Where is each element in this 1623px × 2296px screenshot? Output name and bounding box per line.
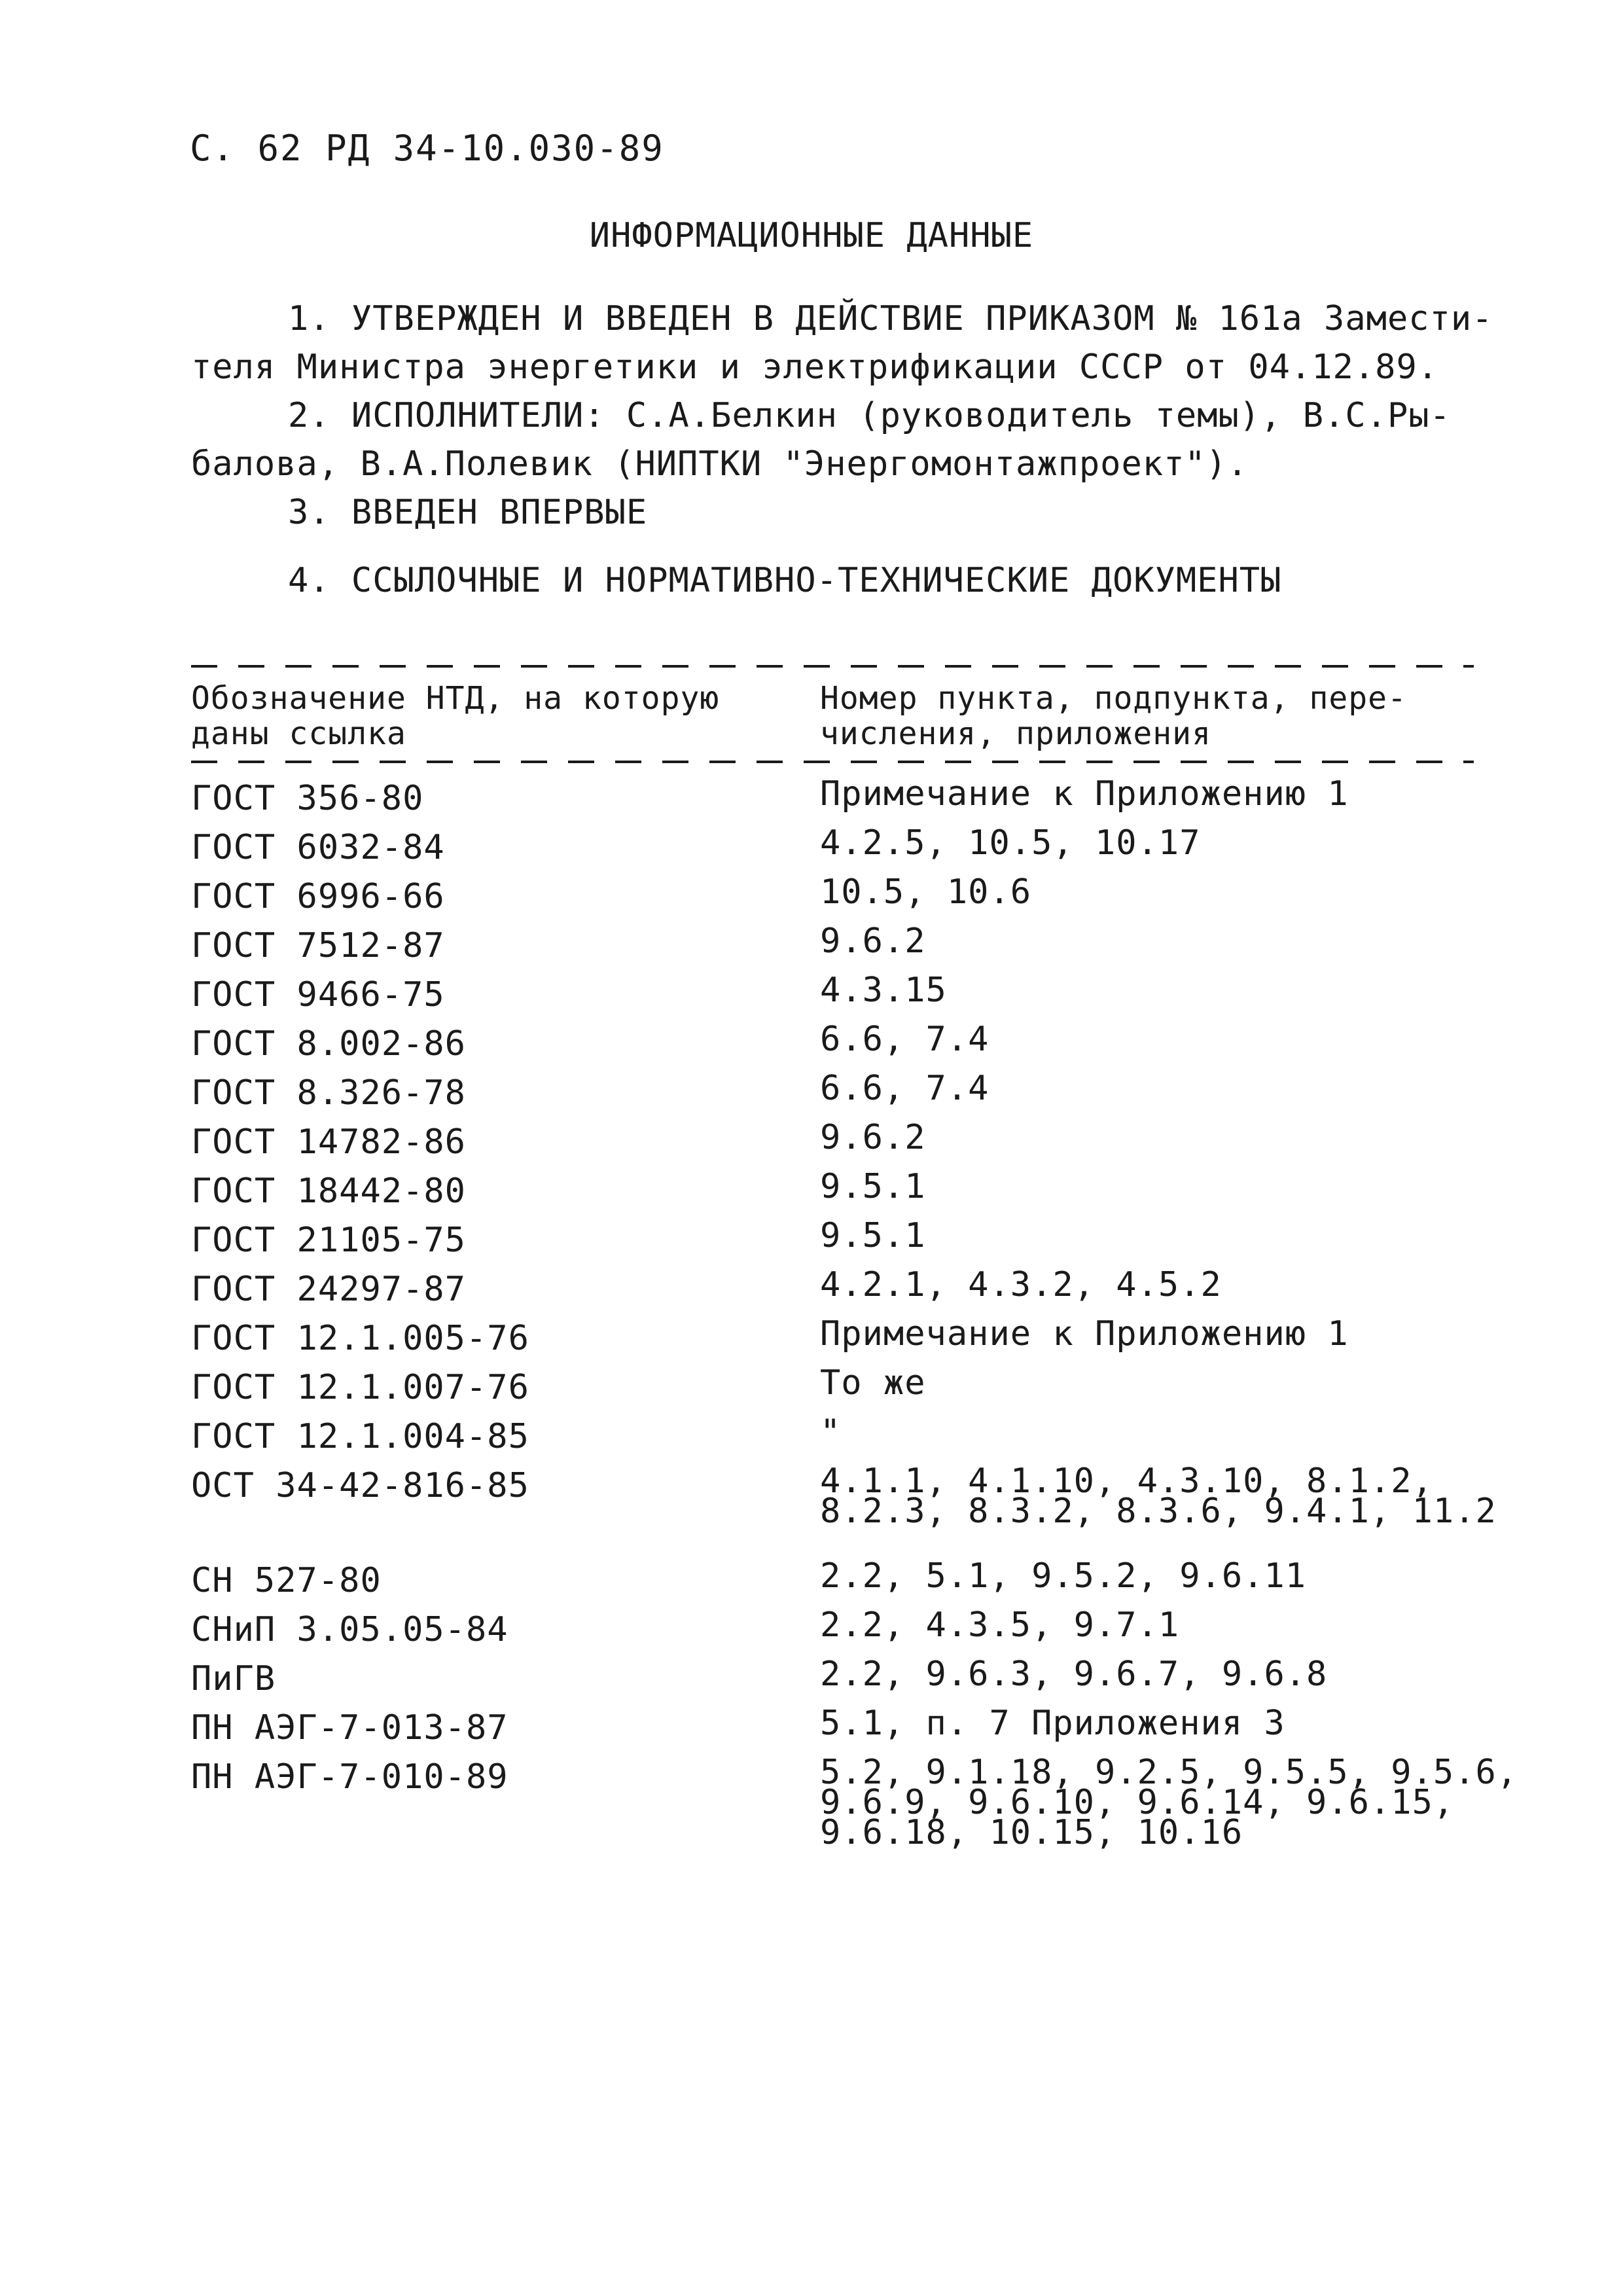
reference-clauses: То же (820, 1363, 926, 1403)
paragraph-1-line-2: теля Министра энергетики и электрификации СССР от 04.12.89. (191, 348, 1439, 387)
reference-clauses: Примечание к Приложению 1 (820, 774, 1349, 814)
table-header-divider (191, 761, 1474, 763)
reference-clauses: 9.6.2 (820, 1118, 926, 1157)
document-designation: ПН АЭГ-7-013-87 (191, 1708, 508, 1748)
page-header: С. 62 РД 34-10.030-89 (190, 128, 664, 169)
document-designation: ПН АЭГ-7-010-89 (191, 1757, 508, 1797)
reference-clauses: 4.2.1, 4.3.2, 4.5.2 (820, 1265, 1222, 1304)
document-designation: ГОСТ 9466-75 (191, 975, 445, 1014)
document-designation: ГОСТ 18442-80 (191, 1172, 466, 1211)
reference-clauses: 9.6.2 (820, 922, 926, 961)
document-designation: ГОСТ 6996-66 (191, 877, 445, 916)
document-designation: СН 527-80 (191, 1561, 382, 1600)
document-designation: ГОСТ 12.1.005-76 (191, 1319, 529, 1358)
paragraph-2-line-2: балова, В.А.Полевик (НИПТКИ "Энергомонтажпроект"). (191, 444, 1249, 484)
reference-clauses: 4.2.5, 10.5, 10.17 (820, 823, 1201, 863)
document-designation: ПиГВ (191, 1659, 276, 1698)
column-header-reference: Номер пункта, подпункта, пере- числения, приложения (820, 680, 1407, 752)
reference-clauses: 9.5.1 (820, 1167, 926, 1206)
reference-clauses: 4.3.15 (820, 971, 947, 1010)
document-designation: ГОСТ 12.1.007-76 (191, 1368, 529, 1407)
reference-clauses: 10.5, 10.6 (820, 872, 1032, 912)
reference-clauses: 4.1.1, 4.1.10, 4.3.10, 8.1.2, 8.2.3, 8.3.2, 8.3.6, 9.4.1, 11.2 (820, 1462, 1497, 1531)
reference-clauses: 6.6, 7.4 (820, 1069, 990, 1108)
document-designation: ОСТ 34-42-816-85 (191, 1466, 529, 1505)
reference-clauses: 2.2, 4.3.5, 9.7.1 (820, 1605, 1180, 1645)
document-designation: СНиП 3.05.05-84 (191, 1610, 508, 1649)
reference-clauses: 2.2, 9.6.3, 9.6.7, 9.6.8 (820, 1655, 1328, 1694)
paragraph-3: 3. ВВЕДЕН ВПЕРВЫЕ (288, 493, 648, 532)
reference-clauses: Примечание к Приложению 1 (820, 1314, 1349, 1354)
document-designation: ГОСТ 14782-86 (191, 1122, 466, 1162)
column-header-document: Обозначение НТД, на которую даны ссылка (191, 680, 720, 752)
paragraph-4: 4. ССЫЛОЧНЫЕ И НОРМАТИВНО-ТЕХНИЧЕСКИЕ ДОКУМЕНТЫ (288, 561, 1282, 600)
document-designation: ГОСТ 24297-87 (191, 1270, 466, 1309)
reference-clauses: 2.2, 5.1, 9.5.2, 9.6.11 (820, 1556, 1307, 1596)
document-designation: ГОСТ 356-80 (191, 779, 424, 818)
table-top-divider (191, 665, 1474, 668)
document-designation: ГОСТ 6032-84 (191, 828, 445, 867)
document-designation: ГОСТ 21105-75 (191, 1221, 466, 1260)
paragraph-1-line-1: 1. УТВЕРЖДЕН И ВВЕДЕН В ДЕЙСТВИЕ ПРИКАЗОМ № 161а Замести- (288, 299, 1493, 338)
document-designation: ГОСТ 8.326-78 (191, 1073, 466, 1113)
page-title: ИНФОРМАЦИОННЫЕ ДАННЫЕ (589, 216, 1034, 255)
reference-clauses: 9.5.1 (820, 1216, 926, 1255)
document-designation: ГОСТ 7512-87 (191, 926, 445, 965)
document-designation: ГОСТ 12.1.004-85 (191, 1417, 529, 1456)
reference-clauses: 5.2, 9.1.18, 9.2.5, 9.5.5, 9.5.6, 9.6.9, 9.6.10, 9.6.14, 9.6.15, 9.6.18, 10.15, 10.16 (820, 1753, 1518, 1852)
reference-clauses: " (820, 1412, 842, 1452)
paragraph-2-line-1: 2. ИСПОЛНИТЕЛИ: С.А.Белкин (руководитель темы), В.С.Ры- (288, 396, 1451, 435)
document-designation: ГОСТ 8.002-86 (191, 1024, 466, 1064)
reference-clauses: 5.1, п. 7 Приложения 3 (820, 1704, 1285, 1743)
reference-clauses: 6.6, 7.4 (820, 1020, 990, 1059)
